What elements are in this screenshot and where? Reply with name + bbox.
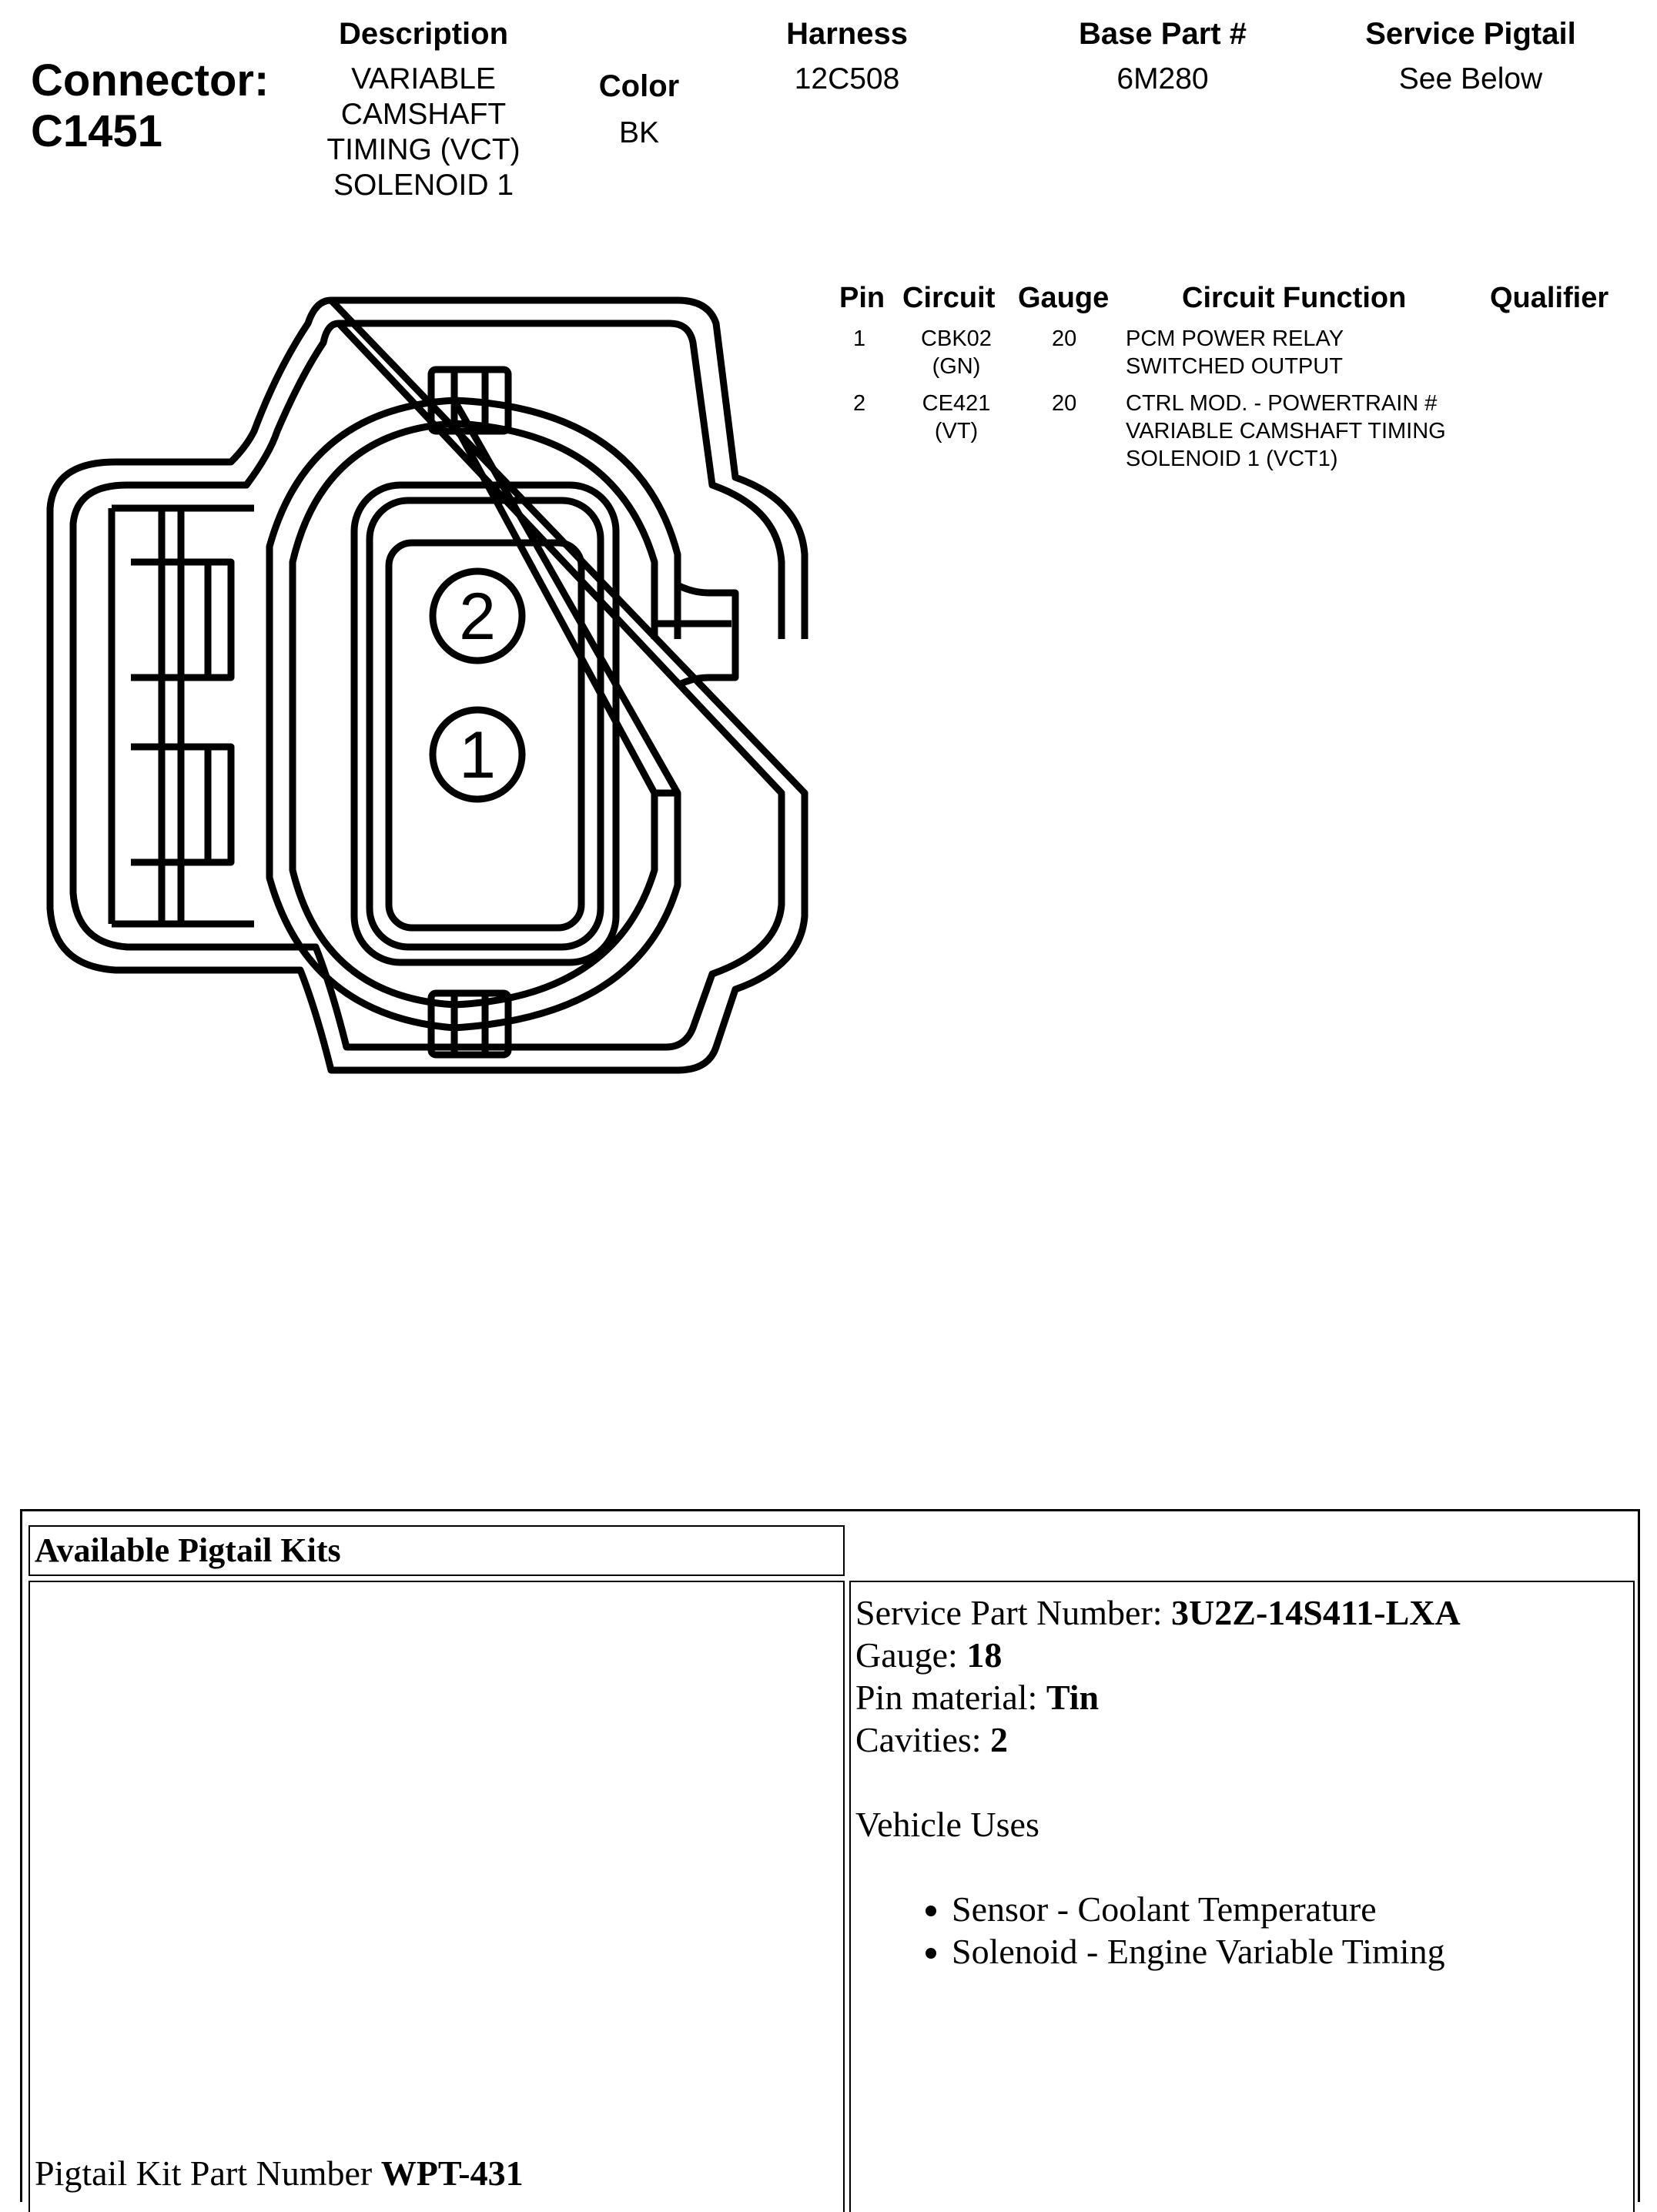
- description-line: SOLENOID 1: [333, 169, 514, 202]
- row-2-circuit: [902, 390, 1010, 445]
- cavities-value: 2: [990, 1720, 1009, 1759]
- kits-spec-cell: [849, 1581, 1635, 2212]
- service-part-value: 3U2Z-14S411-LXA: [1171, 1593, 1461, 1632]
- pin-2-label: 2: [459, 580, 496, 654]
- gauge-label: Gauge:: [855, 1635, 967, 1675]
- color-value: BK: [618, 116, 660, 149]
- base-part-value: 6M280: [1116, 62, 1209, 95]
- gauge-spec: [855, 1634, 1461, 1676]
- circuit-column-header: Circuit: [902, 282, 996, 314]
- circuit-function-column-header: Circuit Function: [1182, 282, 1407, 314]
- list-item: • Solenoid - Engine Variable Timing: [952, 1930, 1461, 1973]
- description-line: VARIABLE: [351, 62, 496, 95]
- row-1-gauge: 20: [1052, 326, 1077, 351]
- cavities-spec: [855, 1718, 1461, 1761]
- row-1-function: [1126, 325, 1344, 380]
- latch-tab-bottom: [131, 747, 231, 862]
- kits-header-empty: [849, 1525, 1635, 1576]
- description-line: TIMING (VCT): [326, 133, 521, 166]
- harness-label: Harness: [786, 17, 908, 51]
- kit-part-number: [35, 2152, 524, 2194]
- row-2-function: [1126, 390, 1446, 473]
- row-1-pin: 1: [853, 326, 866, 351]
- row-1-circuit-id: CBK02: [921, 326, 992, 351]
- base-part-label: Base Part #: [1079, 17, 1247, 51]
- pin-material-value: Tin: [1046, 1678, 1100, 1717]
- kit-part-value: WPT-431: [380, 2153, 524, 2193]
- row-2-gauge: 20: [1052, 391, 1077, 416]
- row-2-circuit-color: (VT): [934, 419, 979, 443]
- row-1-function-line: SWITCHED OUTPUT: [1126, 354, 1343, 379]
- connector-label: Connector:: [31, 55, 269, 105]
- pin-1-label: 1: [459, 718, 496, 792]
- pin-material-spec: [855, 1676, 1461, 1718]
- service-part-label: Service Part Number:: [855, 1593, 1172, 1632]
- row-1-circuit: [902, 325, 1010, 380]
- row-1-circuit-color: (GN): [932, 354, 981, 379]
- row-1-function-line: PCM POWER RELAY: [1126, 326, 1344, 351]
- harness-value: 12C508: [794, 62, 900, 95]
- description-value: [304, 62, 543, 203]
- color-label: Color: [598, 69, 680, 103]
- pin-material-label: Pin material:: [855, 1678, 1046, 1717]
- description-label: Description: [338, 17, 509, 51]
- service-pigtail-value: See Below: [1398, 62, 1543, 95]
- row-2-pin: 2: [853, 391, 866, 416]
- cavities-label: Cavities:: [855, 1720, 991, 1759]
- latch-tab-top: [131, 562, 231, 678]
- gauge-column-header: Gauge: [1018, 282, 1110, 314]
- connector-title: [31, 55, 269, 157]
- pin-column-header: Pin: [839, 282, 885, 314]
- vehicle-uses-title: Vehicle Uses: [855, 1805, 1039, 1844]
- vehicle-uses-list: [855, 1888, 1461, 1973]
- connector-id: C1451: [31, 106, 162, 156]
- service-part-number: [855, 1591, 1461, 1634]
- kits-title: Available Pigtail Kits: [28, 1525, 845, 1576]
- list-item: • Sensor - Coolant Temperature: [952, 1888, 1461, 1930]
- row-2-function-line: CTRL MOD. - POWERTRAIN #: [1126, 391, 1438, 416]
- connector-diagram: [0, 277, 832, 1093]
- pigtail-kits-table: [20, 1509, 1640, 2202]
- description-line: CAMSHAFT: [340, 98, 507, 131]
- row-2-function-line: SOLENOID 1 (VCT1): [1126, 447, 1338, 471]
- kits-image-cell: [28, 1581, 845, 2212]
- qualifier-column-header: Qualifier: [1490, 282, 1609, 314]
- row-2-function-line: VARIABLE CAMSHAFT TIMING: [1126, 419, 1446, 443]
- kit-part-label: Pigtail Kit Part Number: [35, 2153, 381, 2193]
- gauge-value: 18: [966, 1635, 1003, 1675]
- kit-spec: [855, 1591, 1461, 1973]
- service-pigtail-label: Service Pigtail: [1365, 17, 1576, 51]
- row-2-circuit-id: CE421: [922, 391, 991, 416]
